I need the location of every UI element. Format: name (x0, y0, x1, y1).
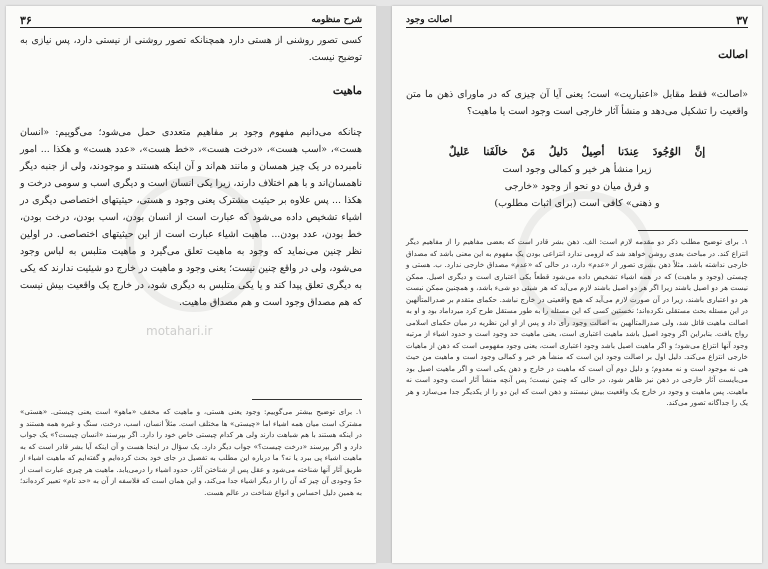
right-running-title: اصالت وجود (406, 15, 453, 25)
right-page (392, 6, 762, 563)
verse-persian-line: و ذهنی» کافی است (برای اثبات مطلوب) (494, 198, 660, 209)
right-footnote: ۱. برای توضیح مطلب ذکر دو مقدمه لازم است: الف. ذهن بشر قادر است که بعضی مفاهیم را از مفاهیم دیگر انتزاع کند. در مباحث بعدی روشن خواهد شد که لزومی ندارد انتزاعی بودن یک مفهوم به این معنی باشد که مصداق خارجی نداشته باشد. مثلاً ذهن بشری تصور از «عدم» دارد، در حالی که «عدم» مصداق خارجی ندارد. ب. هستی و چیستی (وجود و ماهیت) که در همه اشیاء تشخیص داده می‌شود قطعاً یکی اعتباری است و دیگری اصیل. ممکن نیست هر دو اصیل باشند زیرا اگر هر دو اصیل باشند لازم می‌آید که هر شیئی دو شیء باشد، و همچنین ممکن نیست هر دو اعتباری باشند، زیرا در آن صورت لازم می‌آید که هیچ واقعیتی در خارج نباشد. حکمای متقدم بر صدرالمتألهین در این مسئله بحث مستقلی نکرده‌اند؛ نخستین کسی که این مسئله را به طور مستقل طرح کرد میرداماد بود و او به اصالت ماهیت قائل شد، ولی صدرالمتألهین به اصالت وجود رأی داد و پس از او این نظریه در میان حکمای اسلامی رواج یافت. بنابراین اگر وجود اصیل باشد ماهیت اعتباری است، یعنی ماهیت حد وجود است و حدود اشیاء از مرتبه وجود آنها انتزاع می‌شود؛ و اگر ماهیت اصیل باشد وجود اعتباری است، یعنی وجود مفهومی است که ذهن از ماهیات خارجی انتزاع می‌کند. دلیل اول بر اصالت وجود این است که منشأ هر خیر و کمالی وجود است و ماهیت من حیث هی نه موجود است و نه معدوم؛ و دلیل دوم آن است که ماهیت در خارج و ذهن یکی است و اگر ماهیت اصیل بود می‌بایست آثار خارجی در ذهن نیز ظاهر شود، در حالی که چنین نیست؛ پس آنچه منشأ آثار است وجود است نه ماهیت. پس ماهیت و وجود در خارج یک واقعیت بیش نیستند و ذهن است که این دو را از یکدیگر جدا می‌سازد و هر یک را جداگانه تصور می‌کند. (406, 237, 748, 407)
watermark-text: motahari.ir (146, 324, 213, 338)
left-section-heading: ماهیت (332, 84, 362, 97)
verse-persian-line: و فرق میان دو نحو از وجود «خارجی (504, 181, 650, 192)
left-page-number: ۳۶ (20, 13, 32, 27)
right-intro-text: «اصالت» فقط مقابل «اعتباریت» است؛ یعنی آیا آن چیزی که در ماورای ذهن ما متن واقعیت را تشکیل می‌دهد و منشأ آثار خارجی است وجود است یا ماهیت؟ (406, 89, 748, 117)
verse-persian-line: زیرا منشأ هر خیر و کمالی وجود است (502, 164, 652, 175)
left-page (6, 6, 376, 563)
left-footnote-rule (252, 399, 362, 400)
left-running-title: شرح منظومه (311, 15, 362, 25)
right-page-number: ۳۷ (736, 13, 748, 27)
right-running-head (406, 13, 748, 28)
verse-block (406, 144, 748, 212)
left-footnote: ۱. برای توضیح بیشتر می‌گوییم: وجود یعنی هستی، و ماهیت که مخفف «ماهو» است یعنی چیستی. «هستی» مشترک است میان همه اشیاء اما «چیستی» ها مختلف است. مثلاً انسان، اسب، درخت، سنگ و غیره همه هستند و در اینکه هستند با هم شباهت دارند ولی هر کدام چیستی خاص خود را دارد. اگر بپرسند «انسان چیست؟» یک جواب دارد و اگر بپرسند «درخت چیست؟» جواب دیگر دارد. یک سؤال در اینجا هست و آن اینکه آیا بشر قادر است که به ماهیت اشیاء پی ببرد یا نه؟ ما درباره این مطلب به تفصیل در جای خود بحث کرده‌ایم و گفته‌ایم که ماهیت اشیاء از طریق آثار آنها شناخته می‌شود و عقل پس از شناختن آثار، حدود اشیاء را درمی‌یابد. ماهیت هر چیزی عبارت است از حدّ وجودی آن چیز که آن را از دیگر اشیاء جدا می‌کند، و این همان است که فلاسفه از آن به «حد تام» تعبیر کرده‌اند؛ به همین دلیل احساس و انواع شناخت در عالم هست. (20, 407, 362, 497)
left-running-head (20, 13, 362, 28)
left-body-text: چنانکه می‌دانیم مفهوم وجود بر مفاهیم متعددی حمل می‌شود؛ می‌گوییم: «انسان هست»، «اسب هست»، «درخت هست»، «خط هست»، «عدد هست» و هکذا ... امور نامبرده در یک چیز همسان و مانند هم‌اند و آن اینکه هستند و موجودند، ولی از جنبه دیگر ناهمسان‌اند و با هم اختلاف دارند، زیرا یکی انسان است و دیگری اسب و سومی درخت و هکذا ... پس علاوه بر حیثیت مشترک یعنی وجود و هستی، حیثیتهای اختصاصی دیگری در اشیاء تشخیص داده می‌شود که عبارت است از انسان بودن، اسب بودن، درخت بودن، خط بودن، عدد بودن... ماهیت اشیاء عبارت است از این حیثیتهای اختصاصی. در اولین نظر چنین می‌نماید که وجود به ماهیت تعلق می‌گیرد و ماهیت متلبس به لباس وجود می‌شود، ولی در واقع چنین نیست؛ یعنی وجود و ماهیت در خارج دو شیئیت ندارند که یکی به دیگری تعلق پیدا کند و یا یکی متلبس به دیگری شود، در خارج یک واقعیت بیش نیست که هم مصداق وجود است و هم مصداق ماهیت. (20, 127, 362, 308)
book-gutter (376, 6, 392, 563)
left-intro-text: کسی تصور روشنی از هستی دارد همچنانکه تصور روشنی از نیستی دارد، پس نیازی به توضیح نیست. (20, 35, 362, 63)
verse-arabic: إنَّ الوُجُودَ عِندَنا أصِیلٌ دَلیلُ مَنْ خالَفَنا عَلیلٌ (448, 146, 706, 158)
right-section-heading: اصالت (718, 48, 748, 61)
right-footnote-rule (638, 230, 748, 231)
